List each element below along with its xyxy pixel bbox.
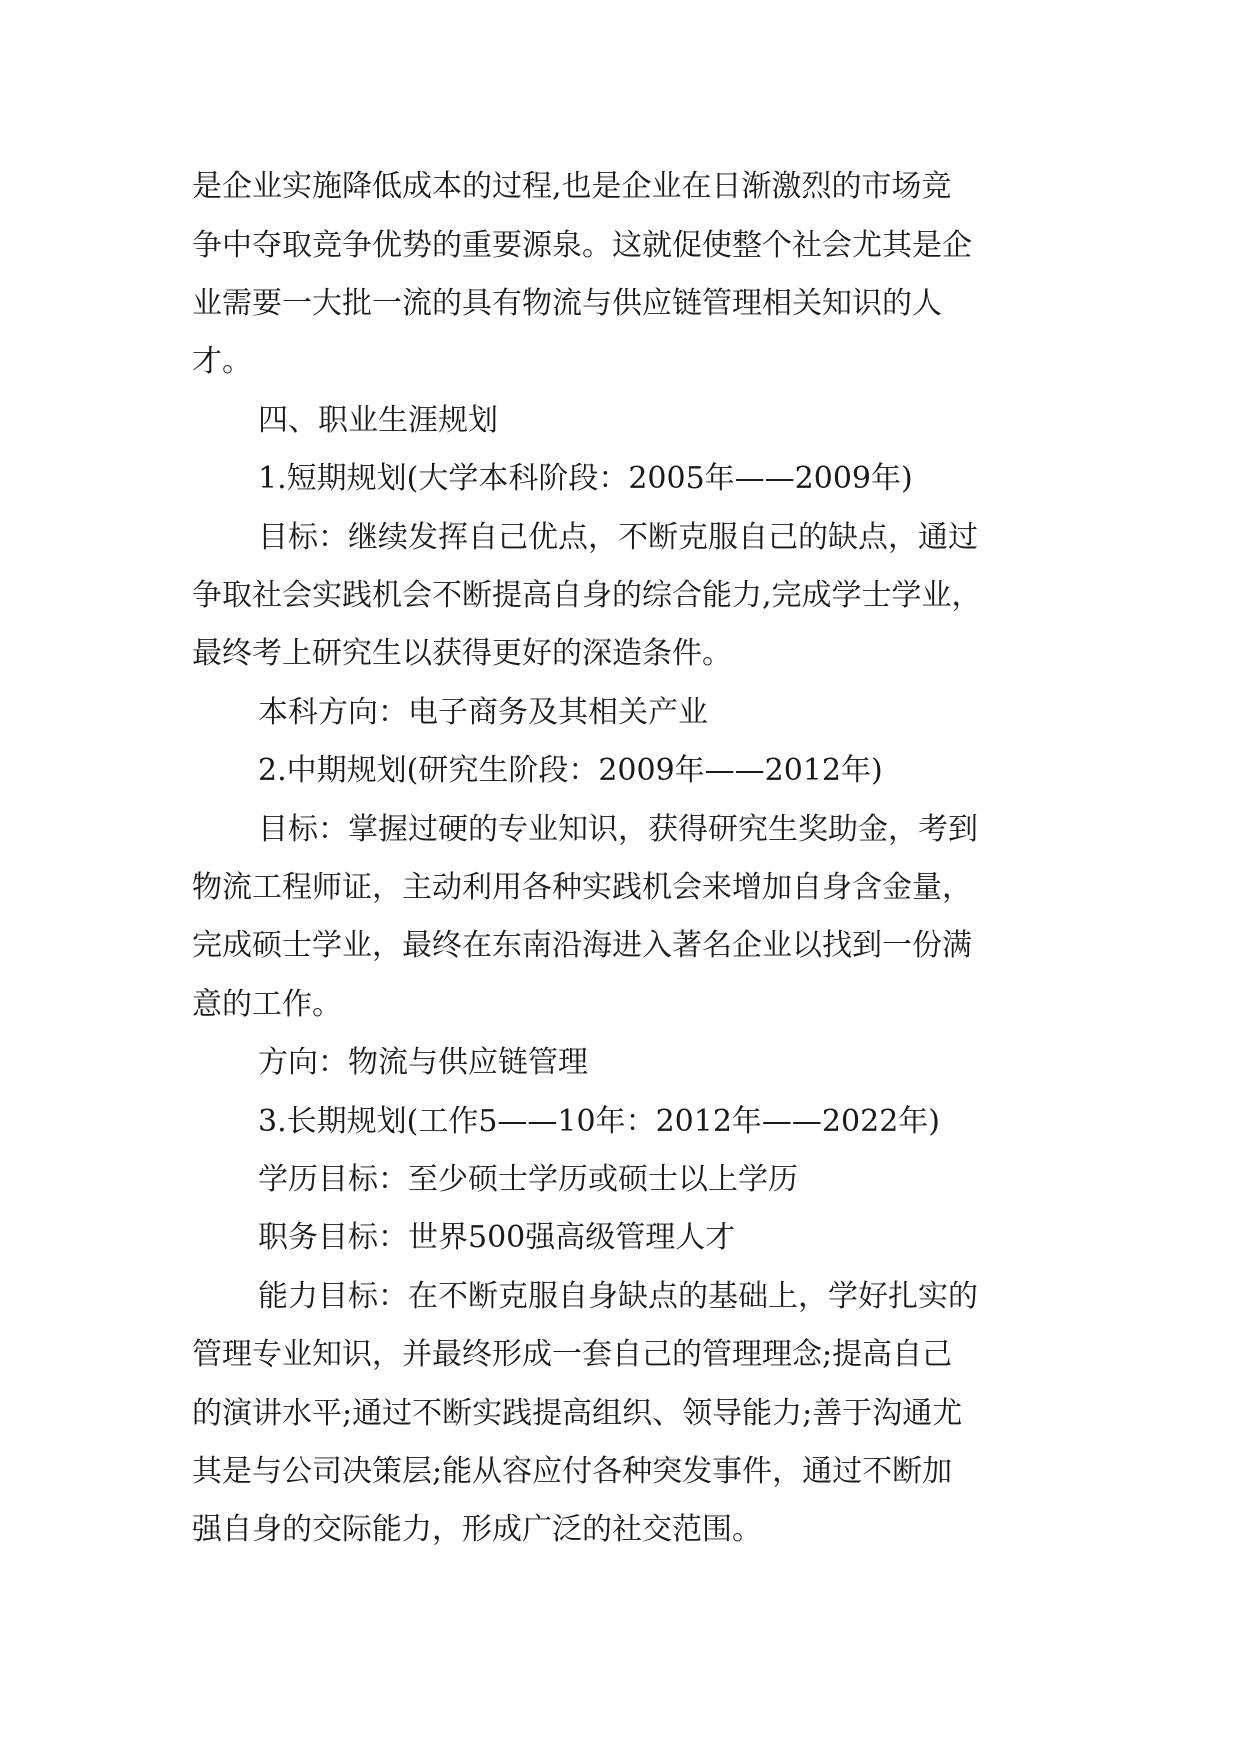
body-text-line: 其是与公司决策层;能从容应付各种突发事件，通过不断加 [192,1454,953,1489]
subsection-heading: 3.长期规划(工作5——10年：2012年——2022年) [258,1104,940,1139]
body-text-line: 本科方向：电子商务及其相关产业 [258,695,708,730]
body-text-line: 才。 [192,344,252,379]
body-text-line: 争取社会实践机会不断提高自身的综合能力,完成学士学业， [192,578,982,613]
body-text-line: 意的工作。 [192,987,342,1022]
body-text-line: 目标：掌握过硬的专业知识，获得研究生奖助金，考到 [258,812,978,847]
section-heading: 四、职业生涯规划 [258,403,498,438]
body-text-line: 最终考上研究生以获得更好的深造条件。 [192,636,732,671]
body-text-line: 是企业实施降低成本的过程,也是企业在日渐激烈的市场竞 [192,169,952,204]
body-text-line: 的演讲水平;通过不断实践提高组织、领导能力;善于沟通尤 [192,1396,963,1431]
subsection-heading: 2.中期规划(研究生阶段：2009年——2012年) [258,753,883,788]
body-text-line: 强自身的交际能力，形成广泛的社交范围。 [192,1512,762,1547]
body-text-line: 方向：物流与供应链管理 [258,1045,588,1080]
body-text-line: 业需要一大批一流的具有物流与供应链管理相关知识的人 [192,286,942,321]
subsection-heading: 1.短期规划(大学本科阶段：2005年——2009年) [258,461,913,496]
body-text-line: 能力目标：在不断克服自身缺点的基础上，学好扎实的 [258,1279,978,1314]
body-text-line: 学历目标：至少硕士学历或硕士以上学历 [258,1162,798,1197]
body-text-line: 争中夺取竞争优势的重要源泉。这就促使整个社会尤其是企 [192,228,972,263]
body-text-line: 目标：继续发挥自己优点，不断克服自己的缺点，通过 [258,520,978,555]
body-text-line: 职务目标：世界500强高级管理人才 [258,1220,736,1255]
body-text-line: 完成硕士学业，最终在东南沿海进入著名企业以找到一份满 [192,928,972,963]
body-text-line: 管理专业知识，并最终形成一套自己的管理理念;提高自己 [192,1337,953,1372]
body-text-line: 物流工程师证，主动利用各种实践机会来增加自身含金量， [192,870,972,905]
